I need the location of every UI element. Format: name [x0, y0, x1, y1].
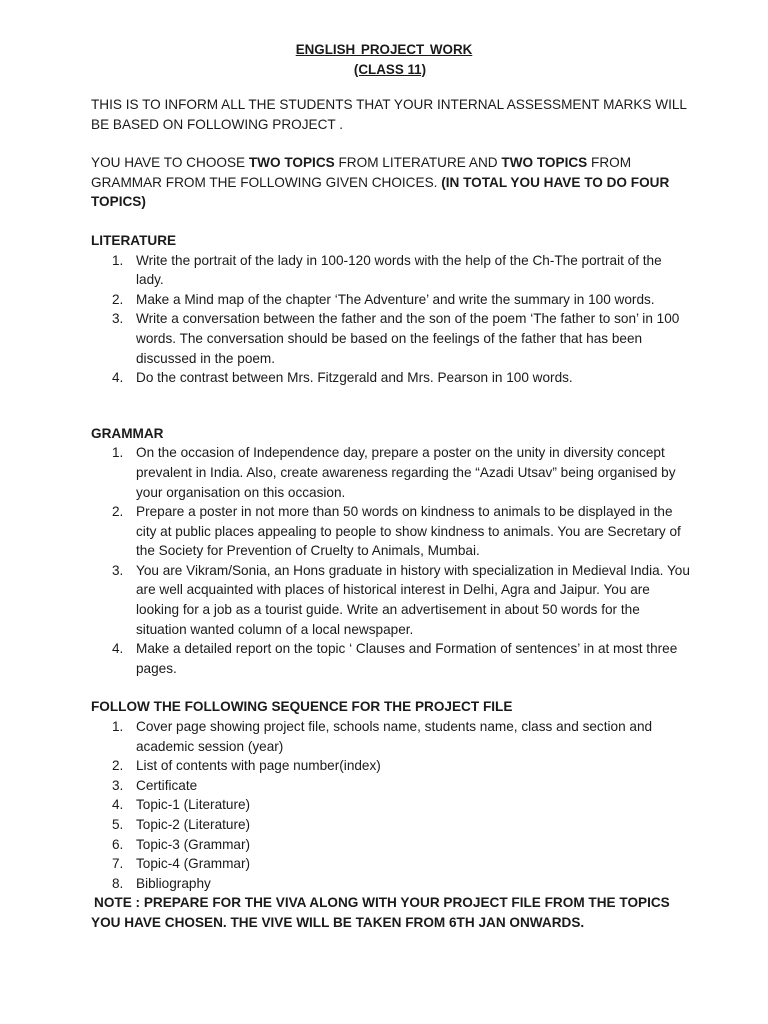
- sequence-heading: FOLLOW THE FOLLOWING SEQUENCE FOR THE PROJECT FILE: [91, 699, 513, 715]
- list-item-number: 1.: [112, 719, 124, 735]
- list-item-number: 6.: [112, 836, 124, 852]
- list-item-text: Bibliography: [136, 875, 211, 891]
- choose-text-3: FROM GRAMMAR FROM THE FOLLOWING GIVEN CHOICES.: [91, 155, 632, 190]
- list-item-number: 4.: [112, 641, 124, 657]
- list-item: [91, 368, 691, 388]
- choose-bold-3: (IN TOTAL YOU HAVE TO DO FOUR TOPICS): [91, 174, 670, 210]
- document-body: [91, 95, 691, 933]
- choose-text-2: FROM LITERATURE AND: [334, 155, 502, 171]
- list-item-number: 5.: [112, 817, 124, 832]
- grammar-heading: GRAMMAR: [91, 425, 164, 441]
- literature-list: [91, 251, 691, 388]
- list-item-text: Topic-4 (Grammar): [136, 856, 251, 872]
- list-item-text: On the occasion of Independence day, prepare a poster on the unity in diversity concept prevalent in India. Also, create awareness regarding the “Azadi Utsav” being organised by your organisation on this occasion.: [136, 445, 676, 500]
- list-item-number: 8.: [112, 875, 124, 891]
- list-item-text: Cover page showing project file, schools name, students name, class and section and academic session (year): [136, 719, 653, 754]
- list-item-number: 4.: [112, 370, 124, 386]
- list-item: [91, 815, 691, 835]
- list-item-number: 4.: [112, 797, 124, 813]
- list-item: [91, 290, 691, 310]
- list-item: [91, 854, 691, 874]
- choose-paragraph: [91, 153, 691, 212]
- list-item-number: 3.: [112, 311, 124, 327]
- list-item-text: Prepare a poster in not more than 50 words on kindness to animals to be displayed in the city at public places appealing to people to show kindness to animals. You are Secretary of the Society for Prevention of Cruelty to Animals, Mumbai.: [136, 504, 681, 559]
- list-item: [91, 835, 691, 855]
- list-item-text: Certificate: [136, 777, 198, 793]
- list-item: [91, 717, 691, 756]
- document-title: [0, 40, 768, 79]
- title-line-2: (CLASS 11): [353, 61, 427, 77]
- list-item: [91, 795, 691, 815]
- list-item-number: 2.: [112, 758, 124, 774]
- list-item-number: 1.: [112, 252, 124, 268]
- list-item-text: You are Vikram/Sonia, an Hons graduate in history with specialization in Medieval India. You are well acquainted with places of historical interest in Delhi, Agra and Jaipur. You are looking for a job as a tourist guide. Write an advertisement in about 50 words for the situation wanted column of a local newspaper.: [136, 562, 690, 637]
- list-item: [91, 443, 691, 502]
- list-item-number: 1.: [112, 445, 124, 461]
- note-paragraph: NOTE : PREPARE FOR THE VIVA ALONG WITH YOUR PROJECT FILE FROM THE TOPICS YOU HAVE CHOSEN. THE VIVE WILL BE TAKEN FROM 6TH JAN ONWARDS.: [91, 895, 670, 930]
- list-item: [91, 502, 691, 561]
- list-item-number: 2.: [112, 504, 124, 520]
- intro-paragraph: THIS IS TO INFORM ALL THE STUDENTS THAT YOUR INTERNAL ASSESSMENT MARKS WILL BE BASED ON FOLLOWING PROJECT .: [91, 97, 687, 132]
- list-item: [91, 776, 691, 796]
- list-item: [91, 874, 691, 894]
- choose-text-1: YOU HAVE TO CHOOSE: [91, 155, 249, 171]
- choose-bold-1: TWO TOPICS: [248, 155, 335, 171]
- list-item-number: 3.: [112, 562, 124, 578]
- list-item: [91, 639, 691, 678]
- list-item-text: Topic-2 (Literature): [136, 817, 251, 832]
- list-item-text: Topic-1 (Literature): [136, 797, 251, 813]
- list-item-number: 7.: [112, 856, 124, 872]
- list-item-text: Make a Mind map of the chapter ‘The Adventure’ and write the summary in 100 words.: [136, 291, 655, 307]
- sequence-list: [91, 717, 691, 893]
- literature-heading: LITERATURE: [91, 232, 177, 248]
- list-item-number: 3.: [112, 777, 124, 793]
- list-item-number: 2.: [112, 291, 124, 307]
- list-item: [91, 561, 691, 639]
- list-item: [91, 309, 691, 368]
- list-item-text: Write a conversation between the father and the son of the poem ‘The father to son’ in 100 words. The conversation should be based on the feelings of the father that has been discussed in the poem.: [136, 311, 680, 366]
- list-item-text: Topic-3 (Grammar): [136, 836, 251, 852]
- choose-bold-2: TWO TOPICS: [501, 155, 588, 171]
- list-item-text: Do the contrast between Mrs. Fitzgerald and Mrs. Pearson in 100 words.: [136, 370, 573, 386]
- list-item-text: Write the portrait of the lady in 100-120 words with the help of the Ch-The portrait of the lady.: [136, 252, 662, 288]
- title-line-1: ENGLISH PROJECT WORK: [295, 42, 473, 57]
- list-item: [91, 251, 691, 290]
- list-item-text: List of contents with page number(index): [136, 758, 381, 774]
- list-item-text: Make a detailed report on the topic ‘ Clauses and Formation of sentences’ in at most three pages.: [136, 641, 678, 676]
- list-item: [91, 756, 691, 776]
- grammar-list: [91, 443, 691, 678]
